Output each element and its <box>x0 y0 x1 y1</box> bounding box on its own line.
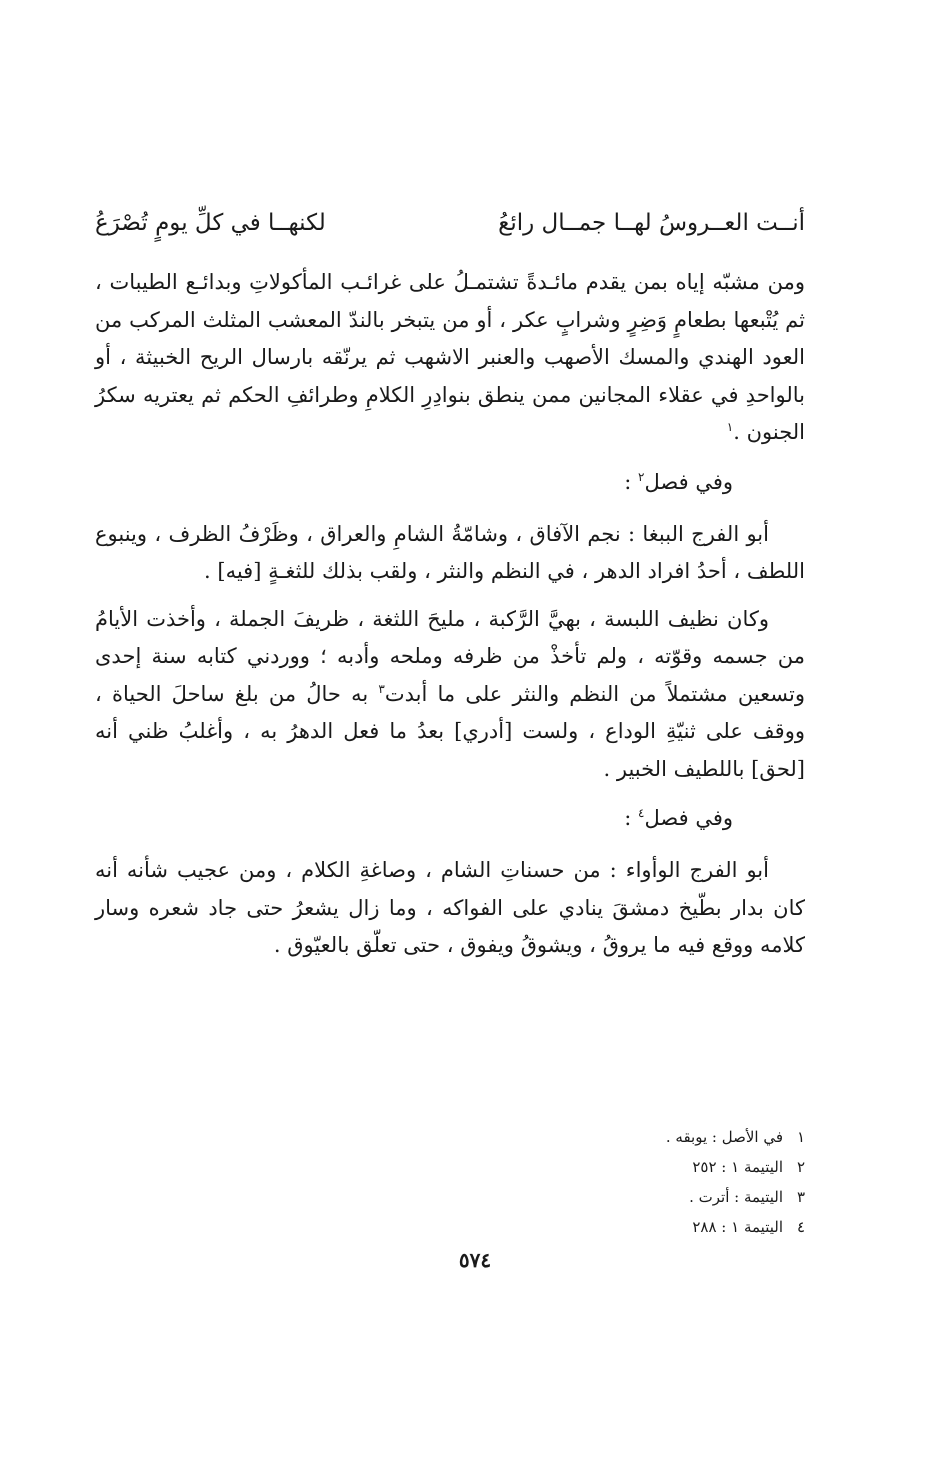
footnote-item <box>666 1212 805 1242</box>
footnote-text: اليتيمة ١ : ٢٥٢ <box>692 1158 783 1176</box>
verse-first-hemistich: أنــت العــروسُ لهــا جمــال رائعُ <box>498 210 805 236</box>
footnote-mark-1: ١ <box>726 420 734 434</box>
section-heading-2 <box>95 798 805 838</box>
footnote-number: ٤ <box>796 1218 805 1236</box>
section-heading-2-colon: : <box>624 806 632 830</box>
paragraph-babagha-description-part1: وكان نظيف اللبسة ، بهيَّ الرَّكبة ، مليحَ اللثغة ، ظريفَ الجملة ، وأخذت الأيامُ من جسمه وقوّته ، ولم تأخذْ من ظرفه وملحه وأدبه ؛ ووردني كتابه سنة إحدى وتسعين مشتملاً من النظم والنثر على ما أبدت <box>95 606 805 706</box>
footnote-number: ١ <box>796 1128 805 1146</box>
paragraph-comparison <box>95 264 805 452</box>
footnote-item <box>666 1182 805 1212</box>
verse-second-hemistich: لكنهــا في كلِّ يومٍ تُصْرَعُ <box>95 210 326 236</box>
paragraph-babagha-description-part2: به حالُ من بلغ ساحلَ الحياة ، ووقف على ثنيّةِ الوداع ، ولست [أدري] بعدُ ما فعل الدهرُ به ، وأغلبُ ظني أنه [لحق] باللطيف الخبير . <box>95 681 805 781</box>
footnote-mark-2: ٢ <box>638 469 645 484</box>
paragraph-babagha-description <box>95 601 805 789</box>
poem-verse <box>95 200 805 246</box>
footnote-number: ٢ <box>796 1158 805 1176</box>
footnote-text: اليتيمة ١ : ٢٨٨ <box>692 1218 783 1236</box>
section-heading-1-colon: : <box>624 469 632 494</box>
page-body <box>95 200 805 975</box>
footnotes <box>666 1122 805 1242</box>
footnote-item <box>666 1152 805 1182</box>
paragraph-babagha: أبو الفرج الببغا : نجم الآفاق ، وشامّةُ الشامِ والعراق ، وظَرْفُ الظرف ، وينبوع اللطف ، أحدُ افراد الدهر ، في النظم والنثر ، ولقب بذلك للثغـةٍ [فيه] . <box>95 521 805 583</box>
footnote-number: ٣ <box>796 1188 805 1206</box>
footnote-text: اليتيمة : أترت . <box>689 1188 783 1206</box>
section-heading-1-label: وفي فصل <box>644 469 733 494</box>
section-heading-1 <box>95 462 805 502</box>
page-number: ٥٧٤ <box>458 1248 492 1272</box>
paragraph-comparison-text: ومن مشبّه إياه بمن يقدم مائـدةً تشتمـلُ على غرائـب المأكولاتِ وبدائـع الطيبات ، ثم يُتْبعها بطعامٍ وَضِرٍ وشرابٍ عكر ، أو من يتبخر بالندّ المعشب المثلث المركب من العود الهندي والمسك الأصهب والعنبر الاشهب ثم يرنّقه بارسال الريح الخبيثة ، أو بالواحدِ في عقلاء المجانين ممن ينطق بنوادِرِ الكلامِ وطرائفِ الحكم ثم يعتريه سكرُ الجنون . <box>95 270 805 444</box>
footnote-text: في الأصل : يوبقه . <box>665 1128 783 1146</box>
paragraph-wawa: أبو الفرج الوأواء : من حسناتِ الشام ، وصاغةِ الكلام ، ومن عجيب شأنه أنه كان بدار بطّيخ دمشقَ ينادي على الفواكه ، وما زال يشعرُ حتى جاد شعره وسار كلامه ووقع فيه ما يروقُ ، ويشوقُ ويفوق ، حتى تعلّق بالعيّوق . <box>95 858 805 957</box>
footnote-mark-3: ٣ <box>378 681 385 696</box>
section-heading-2-label: وفي فصل <box>644 806 733 830</box>
footnote-item <box>666 1122 805 1152</box>
footnote-mark-4: ٤ <box>638 806 645 820</box>
